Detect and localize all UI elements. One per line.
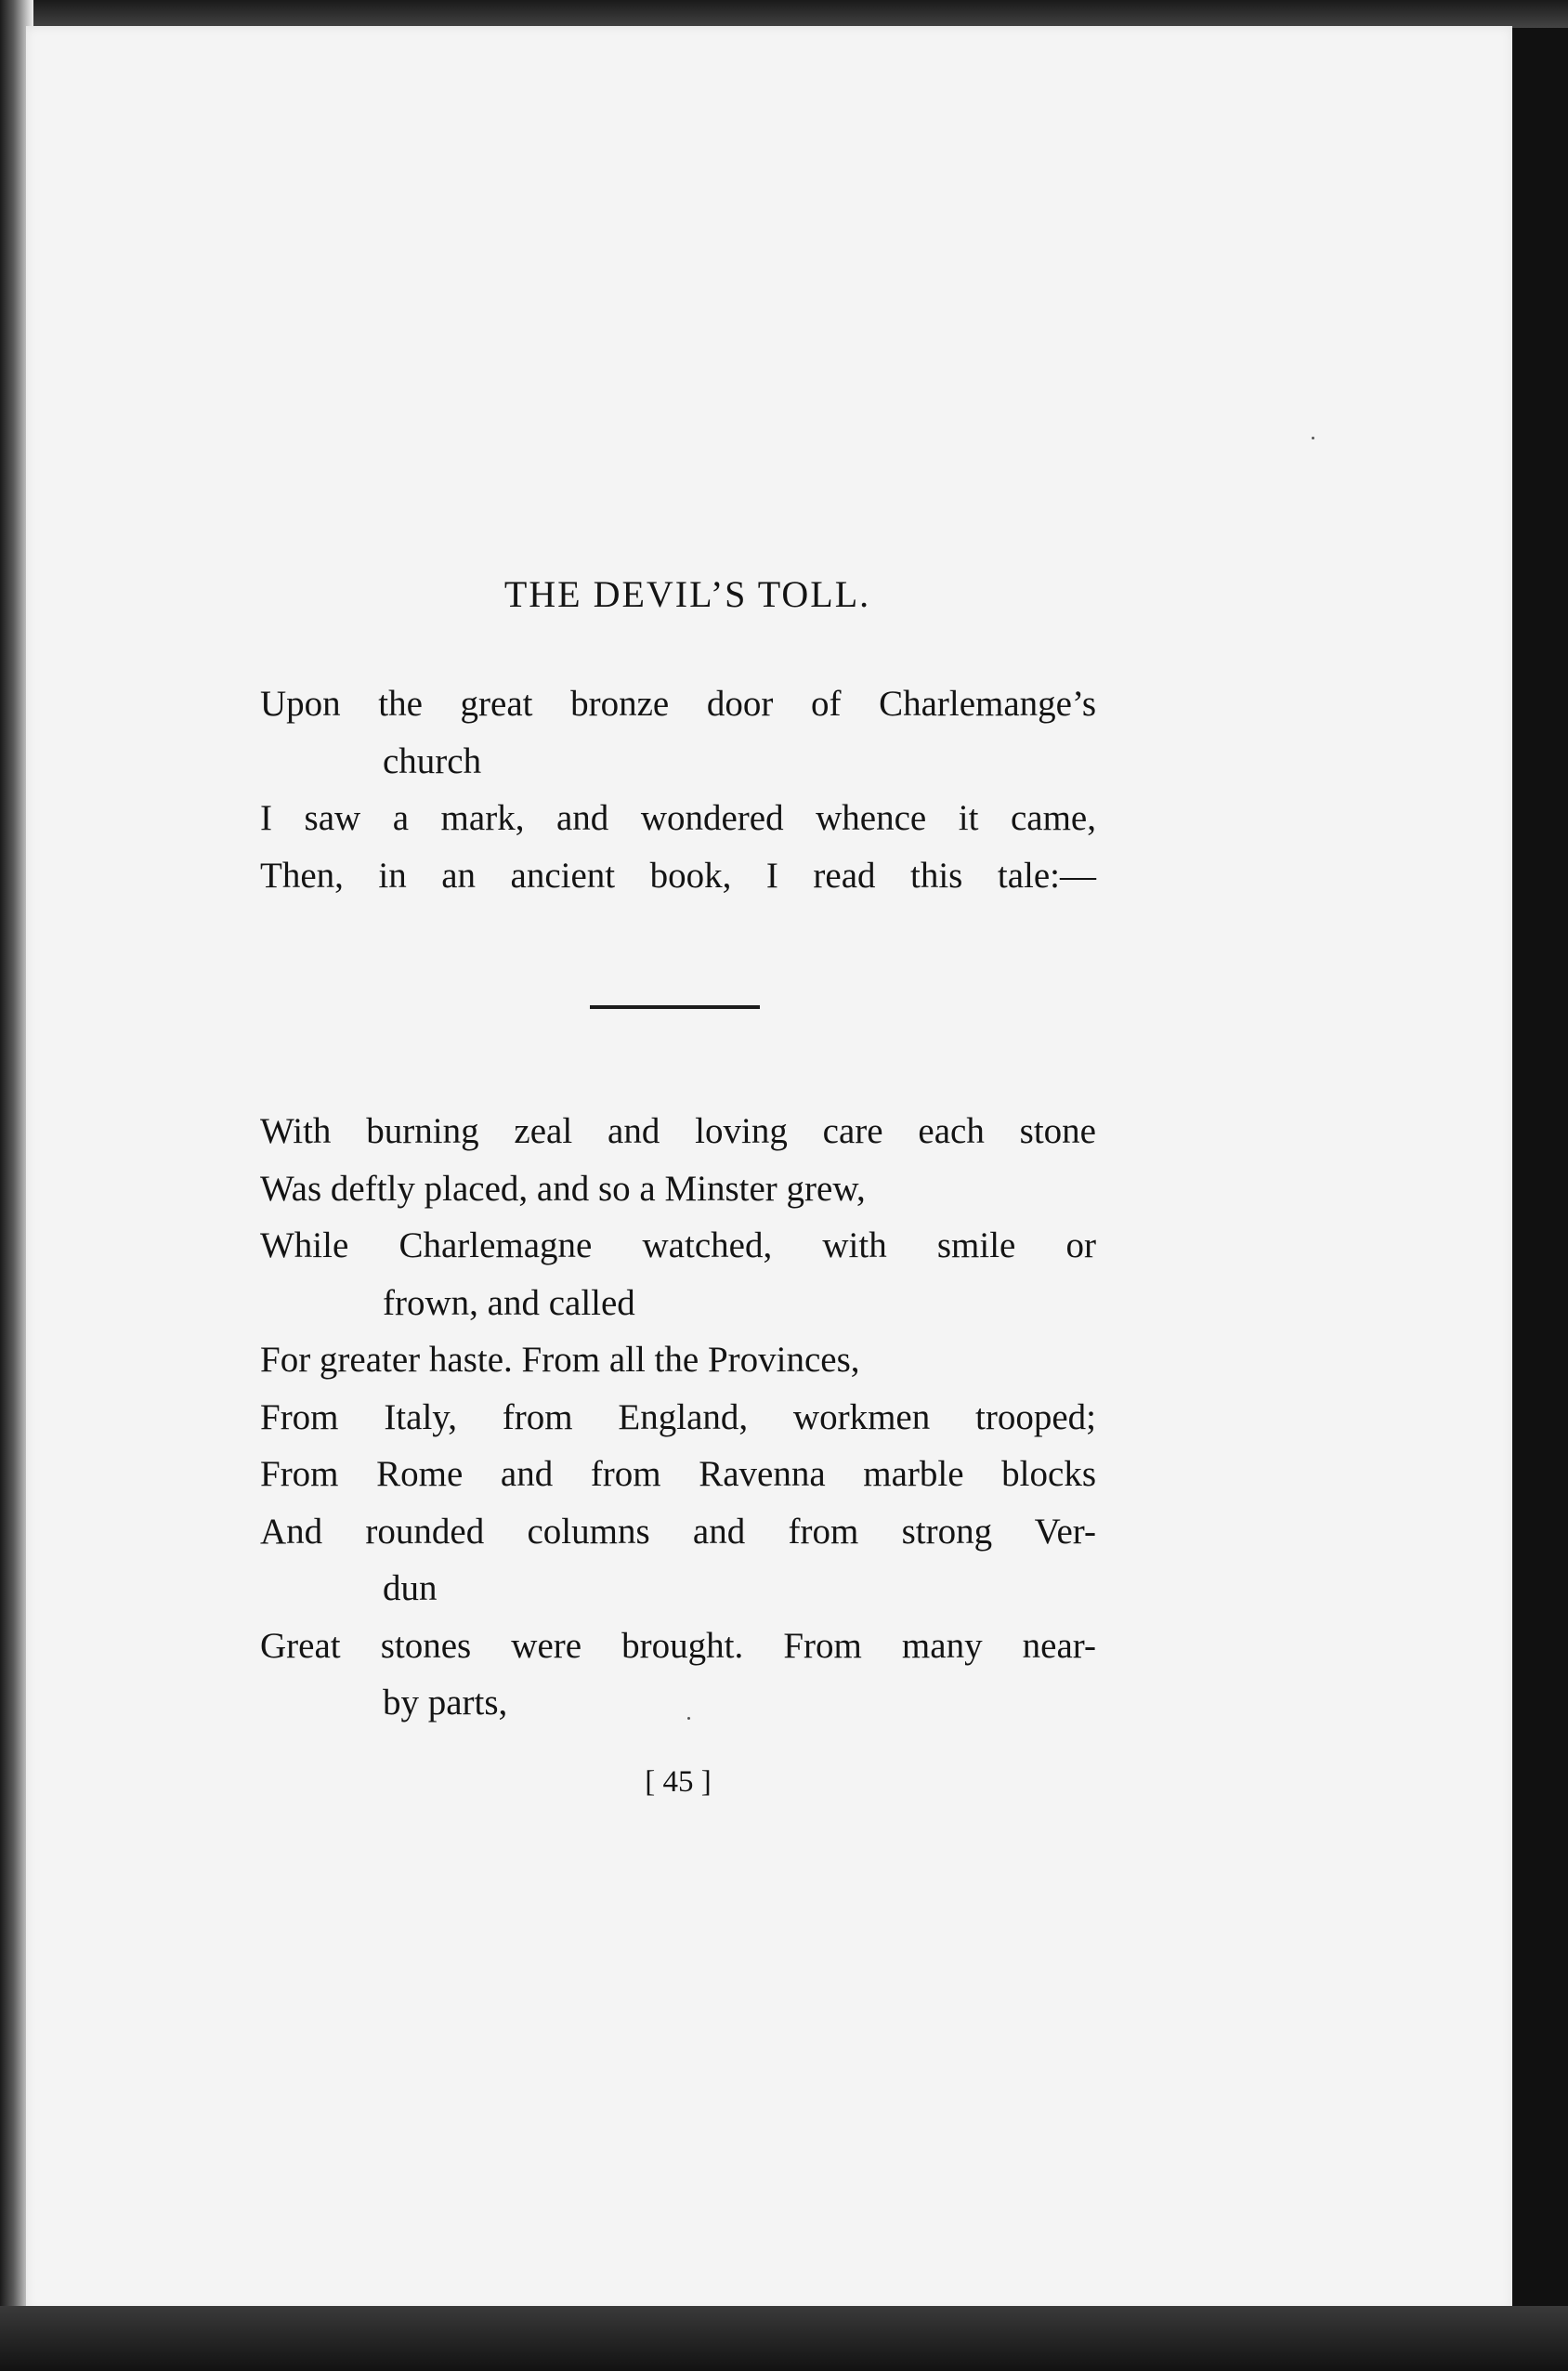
- poem-stanza-intro: [260, 675, 1096, 904]
- poem-line: I saw a mark, and wondered whence it came,: [260, 798, 1096, 838]
- poem-line: frown, and called: [383, 1282, 635, 1323]
- poem-line: church: [383, 740, 482, 781]
- section-divider: [590, 1005, 760, 1009]
- poem-line: With burning zeal and loving care each stone: [260, 1111, 1096, 1151]
- poem-title: THE DEVIL’S TOLL.: [503, 573, 871, 615]
- poem-line: dun: [383, 1568, 438, 1608]
- poem-stanza-main: [260, 1103, 1096, 1732]
- poem-line: Upon the great bronze door of Charlemange’s: [260, 684, 1096, 724]
- poem-line: by parts,: [383, 1683, 508, 1723]
- poem-line: Great stones were brought. From many near-: [260, 1625, 1096, 1666]
- page-number: [ 45 ]: [645, 1765, 712, 1799]
- paper-speck: [687, 1717, 690, 1720]
- poem-line: Was deftly placed, and so a Minster grew,: [260, 1168, 866, 1209]
- poem-line: From Rome and from Ravenna marble blocks: [260, 1454, 1096, 1494]
- poem-line: Then, in an ancient book, I read this tale:—: [260, 855, 1096, 896]
- poem-line: And rounded columns and from strong Ver-: [260, 1511, 1096, 1552]
- poem-line: For greater haste. From all the Provinces,: [260, 1340, 860, 1380]
- poem-line: From Italy, from England, workmen trooped;: [260, 1396, 1096, 1437]
- paper-speck: [1312, 437, 1314, 439]
- poem-line: While Charlemagne watched, with smile or: [260, 1225, 1096, 1265]
